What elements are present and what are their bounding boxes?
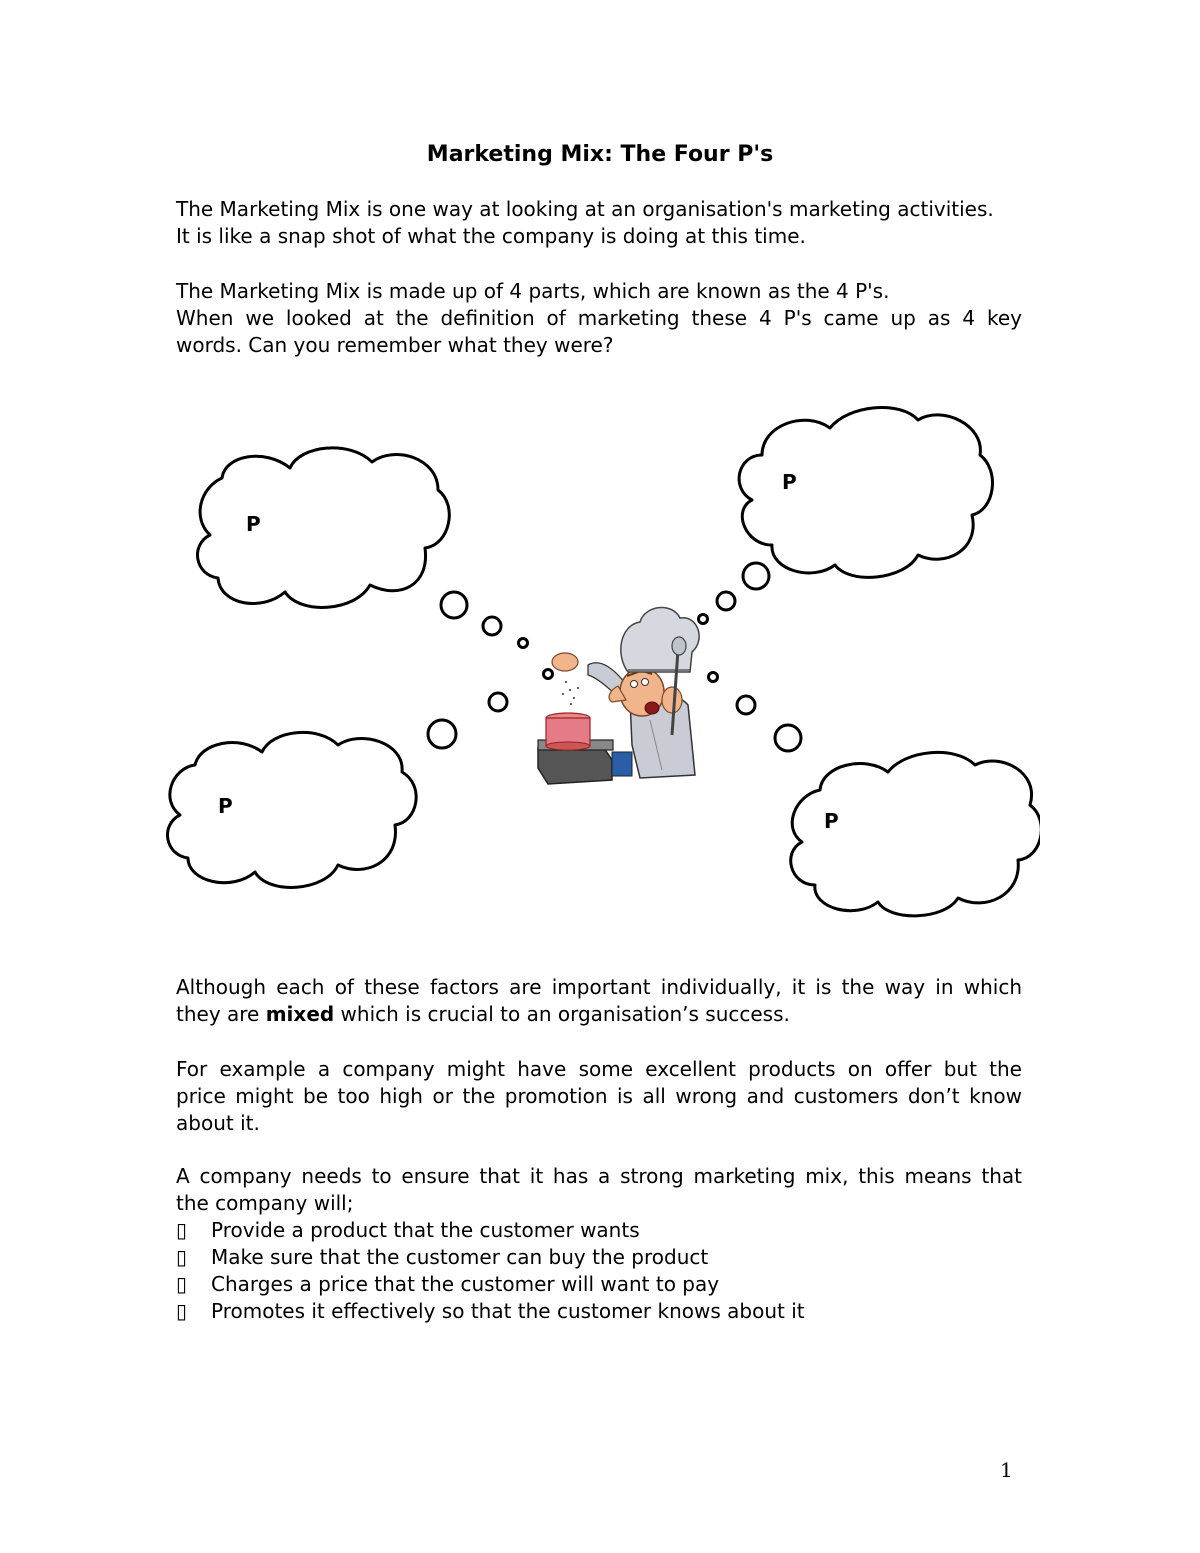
cloud-bottom-right-label: P [824,809,839,833]
company-will-list [176,1217,1022,1325]
intro-paragraph [176,196,1022,250]
list-item-text: Provide a product that the customer wants [211,1218,640,1242]
mixed-line-2-end: which is crucial to an organisation’s success. [334,1002,790,1026]
bullet-marker: ▯ [176,1272,188,1296]
bullet-marker: ▯ [176,1245,188,1269]
four-ps-line-3: words. Can you remember what they were? [176,333,614,357]
cloud-top-left-label: P [246,512,261,536]
mixed-line-1: Although each of these factors are important individually, it is the way in which [176,975,1022,999]
bubble-tr-3 [699,615,708,624]
example-line-1: For example a company might have some excellent products on offer but the [176,1057,1022,1081]
four-ps-line-1: The Marketing Mix is made up of 4 parts, which are known as the 4 P's. [176,279,890,303]
cloud-top-right-label: P [782,470,797,494]
list-item [176,1271,1022,1298]
strong-mix-line-2: the company will; [176,1191,354,1215]
bubble-br-3 [709,673,718,682]
example-paragraph [176,1056,1022,1137]
example-line-3: about it. [176,1111,260,1135]
cloud-bottom-left [168,732,417,887]
intro-line-2: It is like a snap shot of what the company is doing at this time. [176,224,806,248]
bubble-bl-2 [489,693,507,711]
example-line-2: price might be too high or the promotion is all wrong and customers don’t know [176,1084,1022,1108]
list-item-text: Charges a price that the customer will want to pay [211,1272,720,1296]
intro-line-1: The Marketing Mix is one way at looking at an organisation's marketing activities. [176,197,994,221]
cloud-bottom-right [791,752,1040,915]
bubble-br-1 [775,725,801,751]
four-ps-line-2: When we looked at the definition of marketing these 4 P's came up as 4 key [176,306,1022,330]
bubble-tr-1 [743,563,769,589]
list-item [176,1244,1022,1271]
thought-bubbles [428,563,801,751]
mixed-paragraph [176,974,1022,1028]
bubble-tr-2 [717,592,735,610]
strong-mix-paragraph [176,1163,1022,1217]
bullet-marker: ▯ [176,1218,188,1242]
bubble-tl-2 [483,617,501,635]
bubble-bl-3 [544,670,553,679]
list-item [176,1217,1022,1244]
cloud-bottom-left-label: P [218,794,233,818]
cloud-top-right [739,408,992,578]
cloud-top-left [198,448,450,608]
bubble-tl-1 [441,592,467,618]
page-number: 1 [1000,1458,1013,1482]
bubble-br-2 [737,696,755,714]
mixed-keyword: mixed [265,1002,335,1026]
strong-mix-line-1: A company needs to ensure that it has a strong marketing mix, this means that [176,1164,1022,1188]
bubble-tl-3 [519,639,528,648]
four-ps-paragraph [176,278,1022,359]
list-item-text: Make sure that the customer can buy the product [211,1245,709,1269]
mixed-line-2 [176,1001,1022,1028]
list-item [176,1298,1022,1325]
list-item-text: Promotes it effectively so that the customer knows about it [211,1299,805,1323]
thought-clouds-illustration [160,395,1040,925]
bullet-marker: ▯ [176,1299,188,1323]
mixed-line-2-start: they are [176,1002,266,1026]
chef-cooking-illustration [538,607,699,784]
bubble-bl-1 [428,720,456,748]
page-title: Marketing Mix: The Four P's [426,142,774,167]
